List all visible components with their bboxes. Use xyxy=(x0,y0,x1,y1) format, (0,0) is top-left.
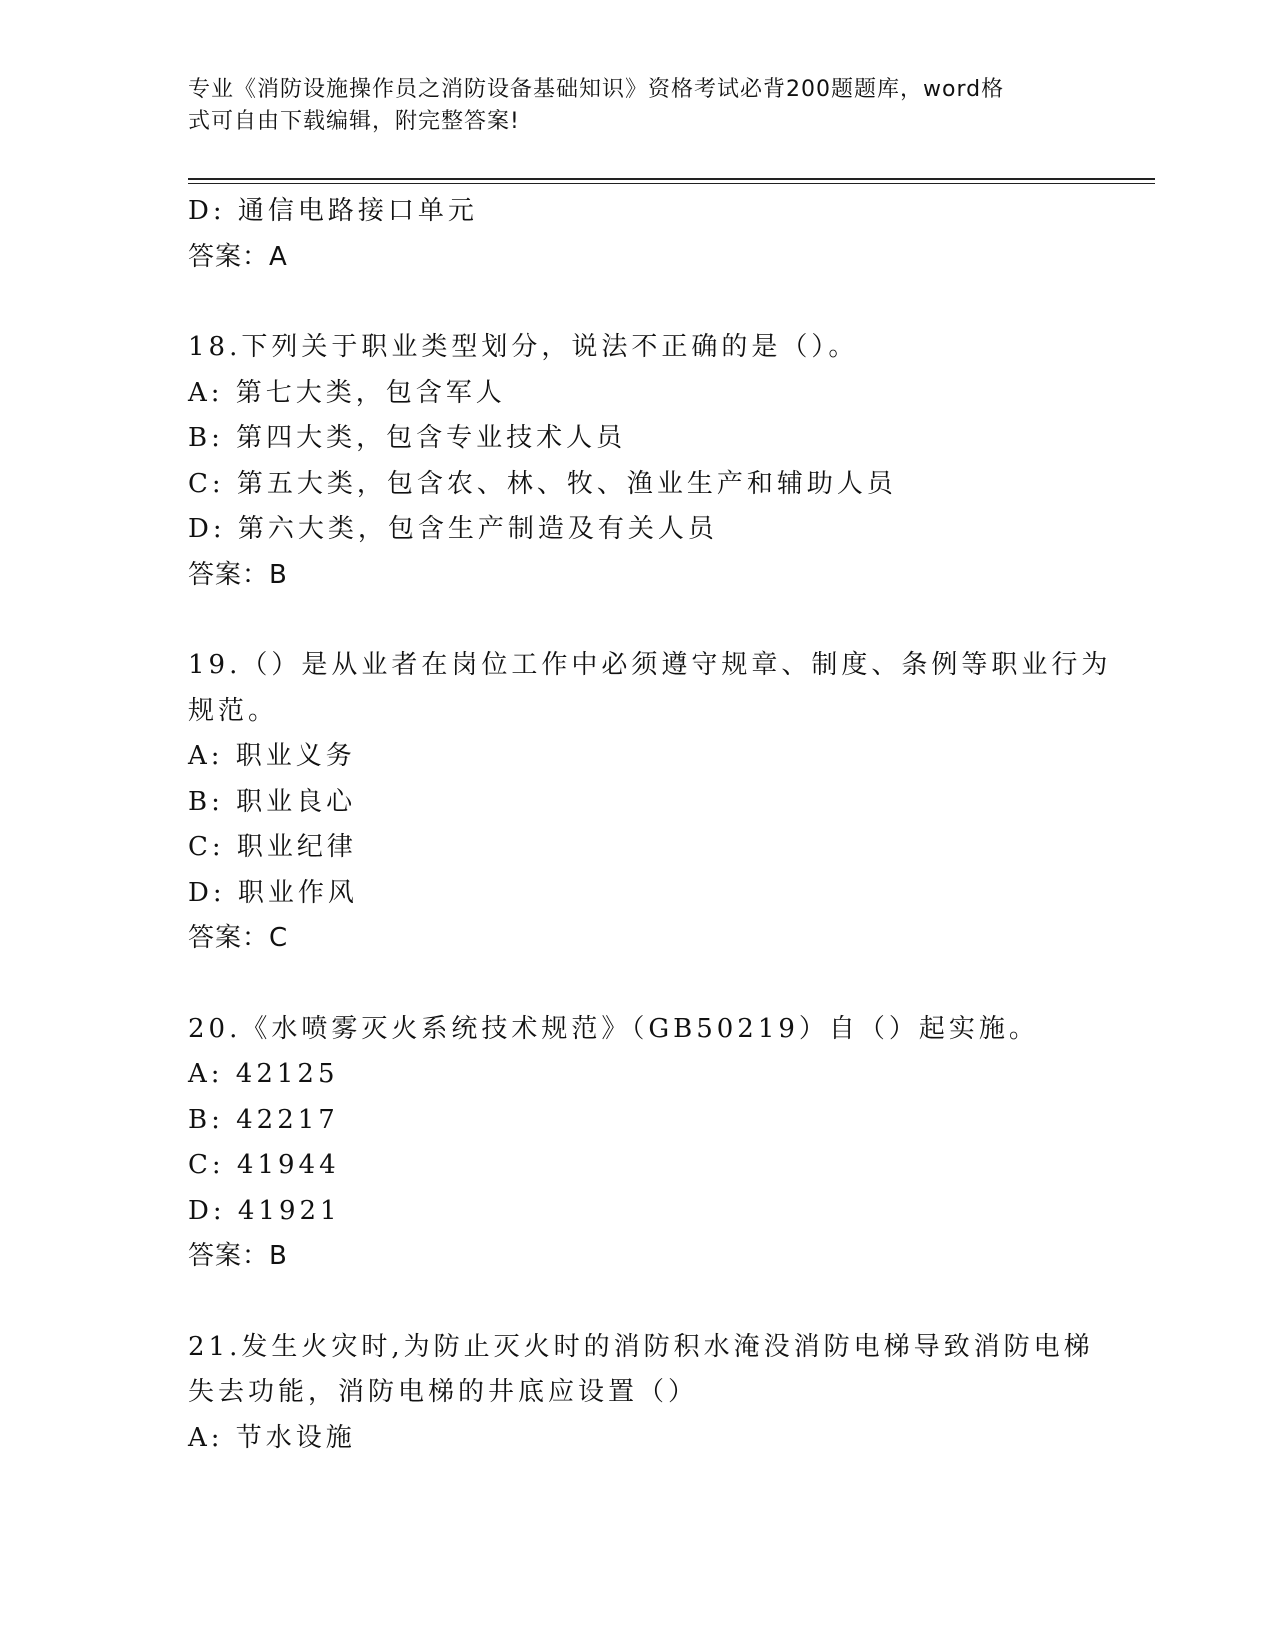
question-17 xyxy=(188,189,1088,280)
spacer xyxy=(188,1280,1088,1325)
header-divider-thick xyxy=(188,178,1155,180)
q18-option-b: B: 第四大类，包含专业技术人员 xyxy=(188,423,627,453)
question-18 xyxy=(188,325,1088,598)
q20-option-b: B: 42217 xyxy=(188,1104,339,1135)
question-20 xyxy=(188,1007,1088,1280)
header-line-1: 专业《消防设施操作员之消防设备基础知识》资格考试必背200题题库，word格 xyxy=(188,77,1005,102)
q19-option-c: C: 职业纪律 xyxy=(188,832,357,862)
q21-stem-line-2: 失去功能，消防电梯的井底应设置（） xyxy=(188,1377,699,1407)
q19-option-b: B: 职业良心 xyxy=(188,786,357,817)
q19-stem-line-2: 规范。 xyxy=(188,695,279,726)
document-header xyxy=(188,74,1068,138)
question-19 xyxy=(188,643,1112,962)
question-21 xyxy=(188,1325,1094,1462)
q21-option-a: A: 节水设施 xyxy=(188,1422,356,1453)
spacer xyxy=(188,598,1088,643)
header-line-2: 式可自由下载编辑，附完整答案! xyxy=(188,109,520,134)
spacer xyxy=(188,962,1088,1007)
question-list xyxy=(188,189,1112,1461)
q18-option-d: D: 第六大类，包含生产制造及有关人员 xyxy=(188,514,718,544)
header-divider-thin xyxy=(188,183,1155,184)
spacer xyxy=(188,280,1088,325)
q21-stem-line-1: 21.发生火灾时,为防止灭火时的消防积水淹没消防电梯导致消防电梯 xyxy=(188,1331,1094,1362)
q19-stem-line-1: 19.（）是从业者在岗位工作中必须遵守规章、制度、条例等职业行为 xyxy=(188,650,1112,680)
q17-option-d: D: 通信电路接口单元 xyxy=(188,196,478,226)
q20-stem: 20.《水喷雾灭火系统技术规范》（GB50219）自（）起实施。 xyxy=(188,1013,1039,1044)
q18-option-c: C: 第五大类，包含农、林、牧、渔业生产和辅助人员 xyxy=(188,468,897,499)
q20-option-d: D: 41921 xyxy=(188,1195,341,1226)
q19-option-a: A: 职业义务 xyxy=(188,741,356,771)
q19-answer: 答案：C xyxy=(188,923,289,953)
q18-answer: 答案：B xyxy=(188,559,288,590)
q20-option-c: C: 41944 xyxy=(188,1150,340,1180)
q20-answer: 答案：B xyxy=(188,1241,288,1271)
q17-answer: 答案：A xyxy=(188,241,288,272)
q18-option-a: A: 第七大类，包含军人 xyxy=(188,377,506,408)
q18-stem: 18.下列关于职业类型划分，说法不正确的是（）。 xyxy=(188,332,859,362)
q20-option-a: A: 42125 xyxy=(188,1059,339,1089)
q19-option-d: D: 职业作风 xyxy=(188,877,358,908)
